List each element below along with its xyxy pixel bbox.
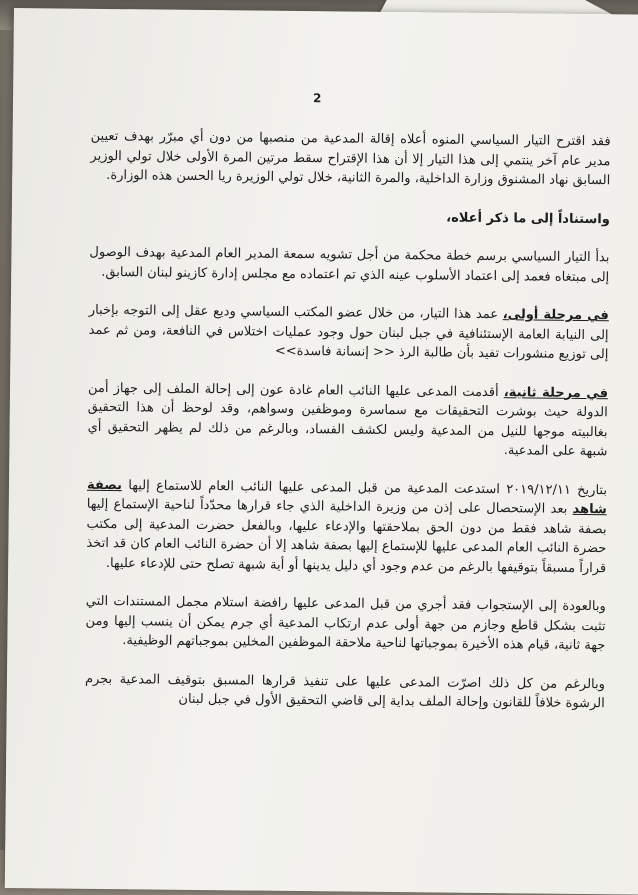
paragraph-6-start: بتاريخ ٢٠١٩/١٢/١١ استدعت المدعية من قبل المدعى عليها النائب العام للاستماع إليها xyxy=(121,477,608,498)
document-body xyxy=(84,127,610,733)
paragraph-6-end: بعد الإستحصال على إذن من وزيرة الداخلية الذي جاء قرارها محدّداً لناحية الإستماع إليها بصفة شاهد فقط من دون الحق بملاحقتها والإدعاء عليها، وبالفعل حضرت المدعية إلى مكتب حضرة النائب العام المدعى عليها للإستماع إليها بصفة شاهد إلا أن حضرة النائب العام كان قد اتخذ قراراً مسبقاً بتوقيفها بالرغم من عدم وجود أي دليل يدينها أو أية شبهة تصلح حتى للإدعاء عليها. xyxy=(86,496,607,576)
paragraph-7: وبالعودة إلى الإستجواب فقد أجري من قبل المدعى عليها رافضة استلام مجمل المستندات التي تثبت بشكل قاطع وجازم من جهة أولى عدم ارتكاب المدعية أي جرم يمكن أن ينسب إليها ومن جهة ثانية، قيام هذه الأخيرة بموجباتها لناحية ملاحقة الموظفين المخلين بموجباتهم الوظيفية. xyxy=(85,593,606,654)
paragraph-5-lead: في مرحلة ثانية، xyxy=(503,384,609,401)
paragraph-6 xyxy=(86,475,607,578)
document-page xyxy=(5,8,638,895)
paragraph-3: بدأ التيار السياسي برسم خطة محكمة من أجل تشويه سمعة المدير العام المدعية بهدف الوصول إلى مبتغاه فعمد إلى اعتماد الأسلوب عينه الذي تم اعتماده مع مجلس إدارة كازينو لبنان السابق. xyxy=(89,244,610,285)
paragraph-1: فقد اقترح التيار السياسي المنوه أعلاه إقالة المدعية من منصبها من دون أي مبرّر بهدف تعيين مدير عام آخر ينتمي إلى هذا التيار إلا أن هذا الإقتراح سقط مرتين المرة الأولى خلال تولي الوزير السابق نهاد المشنوق وزارة الداخلية، والمرة الثانية، خلال تولي الوزيرة ريا الحسن هذه الوزارة. xyxy=(90,128,611,189)
page-number: 2 xyxy=(312,91,322,106)
paragraph-4-lead: في مرحلة أولى، xyxy=(502,307,609,324)
paragraph-4-text: عمد هذا التيار، من خلال عضو المكتب السياسي وديع عقل إلى التوجه بإخبار إلى النيابة العامة الإستئنافية في جبل لبنان حول وجود عمليات اختلاس في النافعة، ومن ثم عمد إلى توزيع منشورات تفيد بأن طالبة الرذ << إنسانة فاسدة>> xyxy=(88,302,609,363)
paragraph-5 xyxy=(87,378,608,461)
paragraph-heading: واستناداً إلى ما ذكر أعلاه، xyxy=(446,210,610,227)
paragraph-6-emphasis: بصفة شاهد xyxy=(86,477,607,518)
paragraph-5-text: أقدمت المدعى عليها النائب العام غادة عون إلى إحالة الملف إلى جهاز أمن الدولة حيث بوشرت التحقيقات مع سماسرة وموظفين وسواهم، وقد لوحظ أن هذا التحقيق بغالبيته موجها للنيل من المدعية وليس لكشف الفساد، وبالرغم من ذلك لم يظهر التحقيق أي شبهة على المدعية. xyxy=(87,380,608,460)
paragraph-8: وبالرغم من كل ذلك اصرّت المدعى عليها على تنفيذ قرارها المسبق بتوقيف المدعية بجرم الرشوة خلافاً للقانون وإحالة الملف بداية إلى قاضي التحقيق الأول في جبل لبنان xyxy=(84,671,606,712)
paragraph-4 xyxy=(88,301,609,365)
